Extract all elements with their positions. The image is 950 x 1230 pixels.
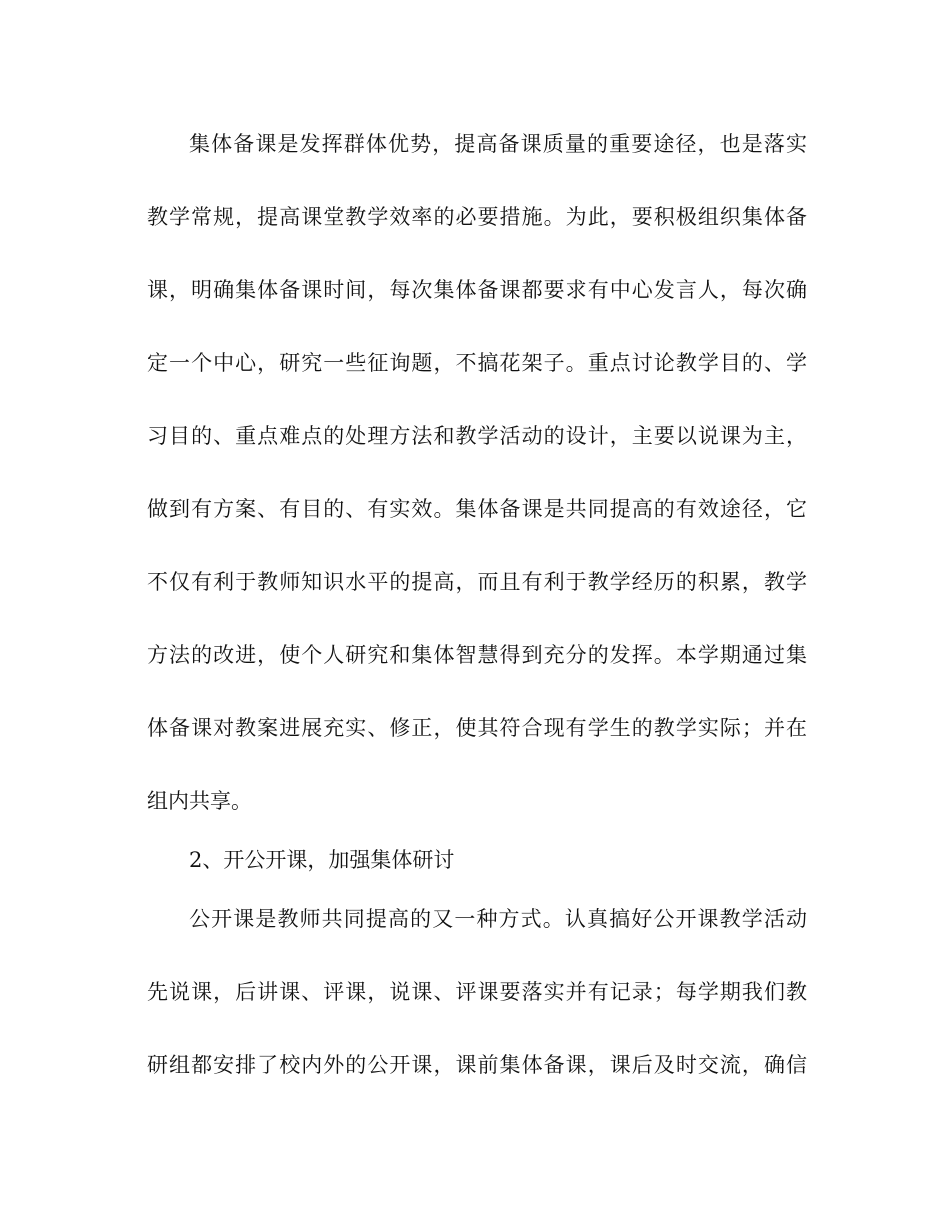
section-heading: 2、开公开课，加强集体研讨 xyxy=(189,848,455,872)
paragraph-1-line-6: 做到有方案、有目的、有实效。集体备课是共同提高的有效途径，它 xyxy=(147,497,807,521)
paragraph-1-line-8: 方法的改进，使个人研究和集体智慧得到充分的发挥。本学期通过集 xyxy=(147,643,807,667)
paragraph-1-line-9: 体备课对教案进展充实、修正，使其符合现有学生的教学实际；并在 xyxy=(147,716,807,740)
paragraph-1-line-1: 集体备课是发挥群体优势，提高备课质量的重要途径，也是落实 xyxy=(189,132,807,156)
paragraph-1-line-10: 组内共享。 xyxy=(147,789,252,813)
paragraph-2-line-1: 公开课是教师共同提高的又一种方式。认真搞好公开课教学活动 xyxy=(189,907,807,931)
paragraph-1-line-5: 习目的、重点难点的处理方法和教学活动的设计，主要以说课为主， xyxy=(147,424,807,448)
paragraph-2-line-2: 先说课，后讲课、评课，说课、评课要落实并有记录；每学期我们教 xyxy=(147,980,807,1004)
paragraph-2-line-3: 研组都安排了校内外的公开课，课前集体备课，课后及时交流，确信 xyxy=(147,1053,807,1077)
paragraph-1-line-4: 定一个中心，研究一些征询题，不搞花架子。重点讨论教学目的、学 xyxy=(147,351,807,375)
paragraph-1-line-7: 不仅有利于教师知识水平的提高，而且有利于教学经历的积累，教学 xyxy=(147,570,807,594)
paragraph-1-line-2: 教学常规，提高课堂教学效率的必要措施。为此，要积极组织集体备 xyxy=(147,205,807,229)
paragraph-1-line-3: 课，明确集体备课时间，每次集体备课都要求有中心发言人，每次确 xyxy=(147,278,807,302)
